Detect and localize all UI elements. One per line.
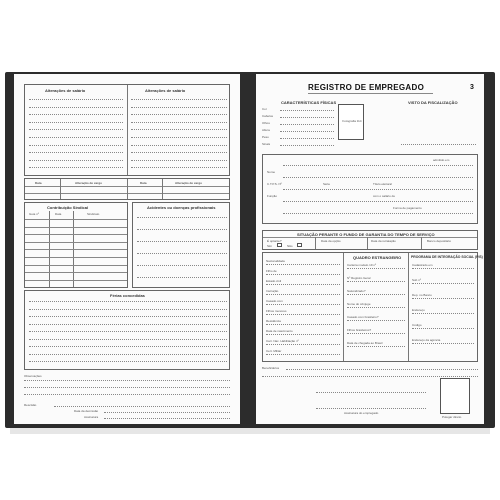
right-page — [256, 74, 484, 424]
personal-left-field-label: Casado com — [266, 299, 283, 303]
salary-line — [131, 114, 227, 115]
rescisao-label: Rescisão — [24, 403, 37, 407]
contribuicao-col-guia: Guia nº — [29, 212, 39, 216]
fgts-vline-2 — [367, 237, 368, 249]
salary-line — [29, 107, 123, 108]
beneficiarios-line-1 — [286, 369, 478, 370]
demissao-label: Data da demissão — [74, 409, 99, 413]
beneficiarios-line-2 — [262, 376, 478, 377]
obs-line-3 — [24, 394, 230, 395]
fgts-col-optante: É optante? — [267, 239, 282, 243]
salary-header-left: Alterações de salário — [45, 88, 86, 93]
personal-mid-field-line — [347, 320, 405, 321]
personal-mid-field-label: Carteira modelo 19 nº — [347, 263, 377, 267]
personal-left-field-label: Instrução — [266, 289, 279, 293]
personal-vline-1 — [343, 253, 344, 361]
ferias-box — [24, 290, 230, 370]
cargo-vline-1 — [60, 179, 61, 199]
visto-header: VISTO DA FISCALIZAÇÃO — [408, 100, 458, 105]
ferias-line — [29, 324, 227, 325]
fgts-option-sim: Sim — [267, 244, 273, 248]
admission-box — [262, 154, 478, 224]
acidentes-line — [137, 241, 227, 242]
page-number: 3 — [470, 84, 474, 91]
left-assinatura-label: Assinatura — [84, 415, 99, 419]
physical-field-line — [280, 138, 334, 139]
cargo-vline-3 — [162, 179, 163, 199]
cargo-vline-2 — [127, 179, 128, 199]
contribuicao-col-data: Data — [55, 212, 62, 216]
contribuicao-col-sindicato: Sindicato — [87, 212, 100, 216]
physical-field-label: Altura — [262, 128, 270, 132]
title-underline — [308, 93, 433, 94]
ferias-line — [29, 301, 227, 302]
fgts-vline-1 — [315, 237, 316, 249]
fgts-box — [262, 230, 478, 250]
personal-left-field-label: Residência — [266, 319, 281, 323]
salary-line — [131, 167, 227, 168]
fgts-col-data-opcao: Data da opção — [321, 239, 341, 243]
pis-field-line — [412, 298, 474, 299]
cargo-col-alteracao-2: Alteração de cargo — [175, 181, 203, 185]
admission-admitido: admitido em — [433, 158, 450, 162]
pis-field-line — [412, 313, 474, 314]
personal-mid-field-line — [347, 294, 405, 295]
personal-left-field-label: Nacionalidade — [266, 259, 286, 263]
salary-line — [29, 145, 123, 146]
salary-line — [29, 99, 123, 100]
physical-field-label: Sinais — [262, 142, 271, 146]
salary-line — [29, 167, 123, 168]
ferias-line — [29, 339, 227, 340]
signature-line — [316, 408, 426, 409]
personal-mid-field-label: Filhos brasileiros? — [347, 328, 372, 332]
fgts-vline-3 — [421, 237, 422, 249]
physical-field-line — [280, 110, 334, 111]
salary-line — [29, 137, 123, 138]
form-title: REGISTRO DE EMPREGADO — [308, 83, 425, 92]
cargo-col-data-1: Data — [35, 181, 42, 185]
ferias-line — [29, 354, 227, 355]
acidentes-line — [137, 265, 227, 266]
personal-mid-field-line — [347, 268, 405, 269]
thumbprint-box — [440, 378, 470, 414]
fgts-nao-checkbox[interactable] — [297, 243, 302, 247]
personal-left-field-line — [266, 334, 340, 335]
acidentes-header: Acidentes ou doenças profissionais — [147, 205, 216, 210]
acidentes-line — [137, 277, 227, 278]
salary-changes-box — [24, 84, 230, 176]
admission-serie: Série — [323, 182, 331, 186]
pis-field-line — [412, 283, 474, 284]
pis-field-label: Endereço da agência — [412, 338, 441, 342]
personal-mid-field-line — [347, 346, 405, 347]
physical-field-label: Olhos — [262, 121, 270, 125]
personal-left-field-line — [266, 344, 340, 345]
admission-line — [283, 201, 473, 202]
personal-left-field-label: Data de nascimento — [266, 329, 293, 333]
pis-field-line — [412, 268, 474, 269]
ferias-line — [29, 331, 227, 332]
fgts-header: SITUAÇÃO PERANTE O FUNDO DE GARANTIA DO TEMPO DE SERVIÇO — [297, 232, 435, 237]
pis-field-line — [412, 328, 474, 329]
personal-mid-field-label: Nº Registro Geral — [347, 276, 371, 280]
cargo-col-alteracao-1: Alteração de cargo — [75, 181, 103, 185]
contribuicao-row-line — [25, 227, 127, 228]
acidentes-line — [137, 253, 227, 254]
contribuicao-header: Contribuição Sindical — [47, 205, 89, 210]
salary-line — [131, 137, 227, 138]
admission-nome: Nome — [267, 170, 276, 174]
personal-left-field-line — [266, 284, 340, 285]
contribuicao-row-line — [25, 280, 127, 281]
personal-left-field-line — [266, 294, 340, 295]
contribuicao-row-line — [25, 242, 127, 243]
salary-line — [131, 152, 227, 153]
personal-data-box — [262, 252, 483, 362]
physical-field-label: Cor — [262, 107, 267, 111]
contribuicao-row-line — [25, 265, 127, 266]
physical-field-line — [280, 131, 334, 132]
salary-line — [131, 160, 227, 161]
visto-line — [401, 144, 476, 145]
personal-mid-field-label: Naturalizado? — [347, 289, 366, 293]
admission-funcao: Função — [267, 194, 278, 198]
admission-line — [283, 165, 473, 166]
admission-line — [283, 189, 473, 190]
physical-field-label: Peso — [262, 135, 269, 139]
cargo-col-data-2: Data — [140, 181, 147, 185]
pis-field-label: Código — [412, 323, 422, 327]
signature-label: Assinatura do empregado — [344, 411, 379, 415]
book-spine — [240, 74, 256, 424]
contribuicao-row-line — [25, 249, 127, 250]
fgts-option-nao: Não — [287, 244, 293, 248]
caracteristicas-header: CARACTERÍSTICAS FÍSICAS — [281, 100, 337, 105]
personal-left-field-label: Cert. Militar — [266, 349, 282, 353]
personal-left-field-label: Filhos menores — [266, 309, 287, 313]
observacoes-label: Observações — [24, 374, 42, 378]
date-line — [316, 392, 426, 393]
admission-salario: com o salário de — [373, 194, 396, 198]
contribuicao-sindical-box — [24, 202, 128, 288]
personal-left-field-label: Estado civil — [266, 279, 282, 283]
ferias-header: Férias concedidas — [110, 293, 145, 298]
personal-left-field-line — [266, 354, 340, 355]
photo-box — [338, 104, 364, 140]
fgts-sim-checkbox[interactable] — [277, 243, 282, 247]
ferias-line — [29, 316, 227, 317]
physical-field-line — [280, 117, 334, 118]
personal-mid-field-line — [347, 333, 405, 334]
acidentes-line — [137, 229, 227, 230]
personal-mid-field-label: Nome do cônjuge — [347, 302, 371, 306]
contribuicao-row-line — [25, 219, 127, 220]
polegar-label: Polegar direito — [442, 415, 462, 419]
salary-header-right: Alterações de salário — [145, 88, 186, 93]
quadro-estrangeiro-header: QUADRO ESTRANGEIRO — [353, 255, 402, 260]
contribuicao-row-line — [25, 272, 127, 273]
contribuicao-row-line — [25, 234, 127, 235]
beneficiarios-label: Beneficiários — [262, 366, 280, 370]
ferias-line — [29, 361, 227, 362]
pis-field-label: Sob nº — [412, 278, 421, 282]
rescisao-line — [54, 406, 230, 407]
admission-line — [283, 213, 473, 214]
salary-line — [131, 107, 227, 108]
salary-divider — [127, 85, 128, 175]
acidentes-line — [137, 217, 227, 218]
ferias-line — [29, 309, 227, 310]
contribuicao-row-line — [25, 257, 127, 258]
left-page — [14, 74, 240, 424]
physical-field-line — [280, 124, 334, 125]
salary-line — [29, 122, 123, 123]
salary-line — [29, 152, 123, 153]
salary-line — [29, 114, 123, 115]
personal-left-field-label: Carr. Nac. Habilitação nº — [266, 339, 299, 343]
admission-ctps: C.T.P.S. Nº — [267, 182, 282, 186]
physical-field-label: Cabelos — [262, 114, 274, 118]
personal-left-field-line — [266, 324, 340, 325]
ferias-line — [29, 346, 227, 347]
cargo-changes-box — [24, 178, 230, 200]
obs-line-2 — [24, 387, 230, 388]
personal-mid-field-label: Data de chegada ao Brasil — [347, 341, 383, 345]
left-assinatura-line — [104, 418, 230, 419]
personal-left-field-line — [266, 304, 340, 305]
personal-mid-field-line — [347, 307, 405, 308]
demissao-line — [104, 412, 230, 413]
fgts-header-rule — [263, 237, 477, 238]
photo-label: Fotografia 3x4 — [342, 119, 362, 123]
pis-field-label: Dep. no Banco — [412, 293, 432, 297]
admission-line — [283, 177, 473, 178]
salary-line — [29, 129, 123, 130]
salary-line — [131, 99, 227, 100]
pis-field-label: Endereço — [412, 308, 425, 312]
pis-field-line — [412, 343, 474, 344]
personal-left-field-line — [266, 314, 340, 315]
fgts-col-banco: Banco depositário — [427, 239, 452, 243]
salary-line — [29, 160, 123, 161]
personal-vline-2 — [408, 253, 409, 361]
pis-header: PROGRAMA DE INTEGRAÇÃO SOCIAL (PIS) — [411, 255, 483, 259]
personal-left-field-label: Filho de — [266, 269, 277, 273]
obs-line-1 — [24, 380, 230, 381]
salary-line — [131, 129, 227, 130]
admission-pagamento: Forma de pagamento — [393, 206, 422, 210]
fgts-col-retratacao: Data da retratação — [371, 239, 396, 243]
book-shadow — [10, 428, 490, 434]
personal-mid-field-label: Casado com brasileiro? — [347, 315, 379, 319]
personal-mid-field-line — [347, 281, 405, 282]
admission-titulo: Título eleitoral — [373, 182, 392, 186]
personal-left-field-line — [266, 264, 340, 265]
personal-left-field-line — [266, 274, 340, 275]
acidentes-box — [132, 202, 230, 288]
salary-line — [131, 122, 227, 123]
pis-field-label: Cadastrado em — [412, 263, 433, 267]
physical-field-line — [280, 145, 334, 146]
salary-line — [131, 145, 227, 146]
